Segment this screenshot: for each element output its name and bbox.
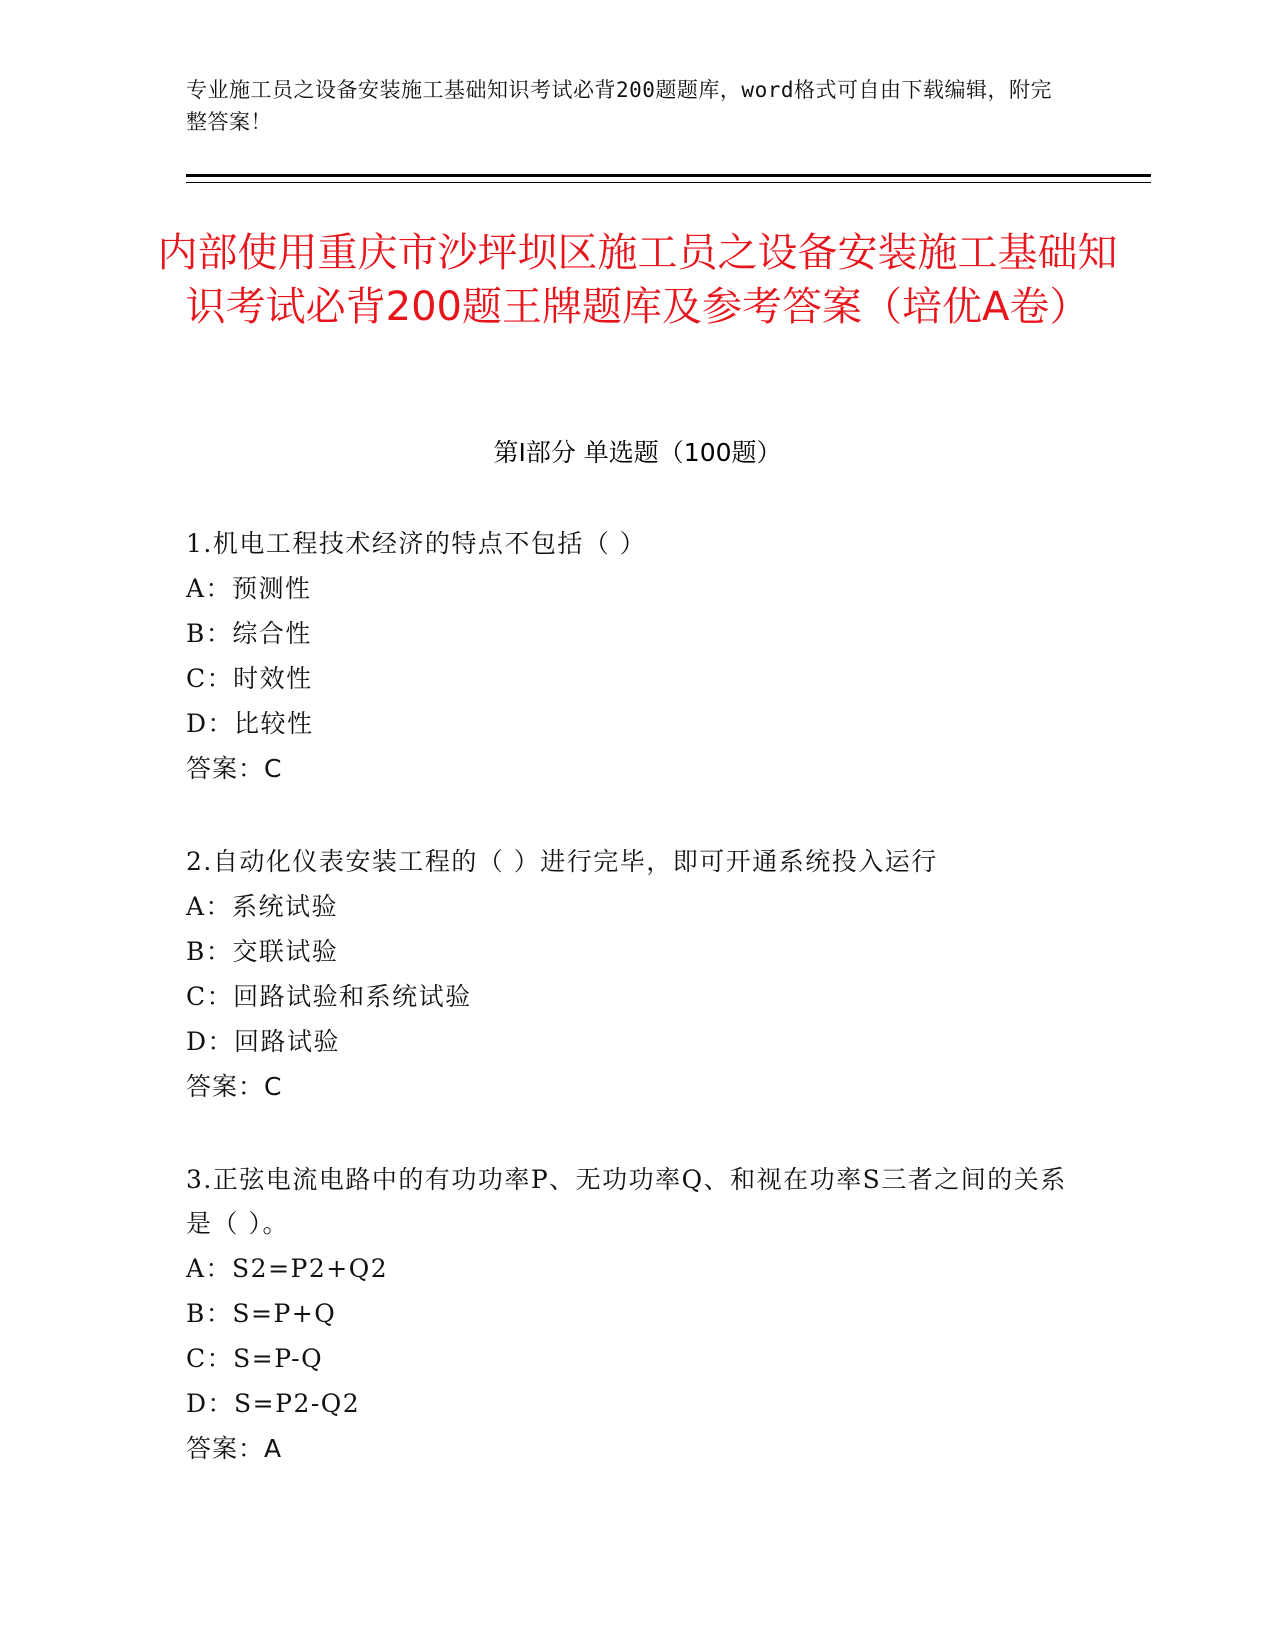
option-a: A：S2=P2+Q2: [186, 1254, 389, 1283]
option-d: D：S=P2-Q2: [186, 1389, 361, 1418]
option-d: D：回路试验: [186, 1027, 341, 1056]
header-divider-thick: [186, 174, 1151, 177]
answer: 答案：C: [186, 754, 283, 783]
question-item: [186, 522, 1086, 792]
answer: 答案：A: [186, 1434, 283, 1463]
option-c: C：时效性: [186, 664, 313, 693]
option-b: B：交联试验: [186, 937, 339, 966]
option-b: B：综合性: [186, 619, 312, 648]
section-title: 第I部分 单选题（100题）: [493, 438, 782, 467]
question-stem: 3.正弦电流电路中的有功功率P、无功功率Q、和视在功率S三者之间的关系是（ ）。: [186, 1165, 1067, 1238]
header-note: 专业施工员之设备安装施工基础知识考试必背200题题库，word格式可自由下载编辑，附完整答案！: [186, 78, 1052, 134]
question-stem: 1.机电工程技术经济的特点不包括（ ）: [186, 529, 647, 558]
option-c: C：回路试验和系统试验: [186, 982, 472, 1011]
question-item: [186, 1158, 1086, 1472]
document-title: 内部使用重庆市沙坪坝区施工员之设备安装施工基础知识考试必背200题王牌题库及参考答案（培优A卷）: [157, 230, 1118, 330]
option-d: D：比较性: [186, 709, 314, 738]
answer: 答案：C: [186, 1072, 283, 1101]
option-c: C：S=P-Q: [186, 1344, 324, 1373]
question-stem: 2.自动化仪表安装工程的（ ）进行完毕，即可开通系统投入运行: [186, 847, 938, 876]
option-a: A：预测性: [186, 574, 312, 603]
option-b: B：S=P+Q: [186, 1299, 337, 1328]
option-a: A：系统试验: [186, 892, 339, 921]
header-divider-thin: [186, 182, 1151, 183]
question-item: [186, 840, 1086, 1110]
